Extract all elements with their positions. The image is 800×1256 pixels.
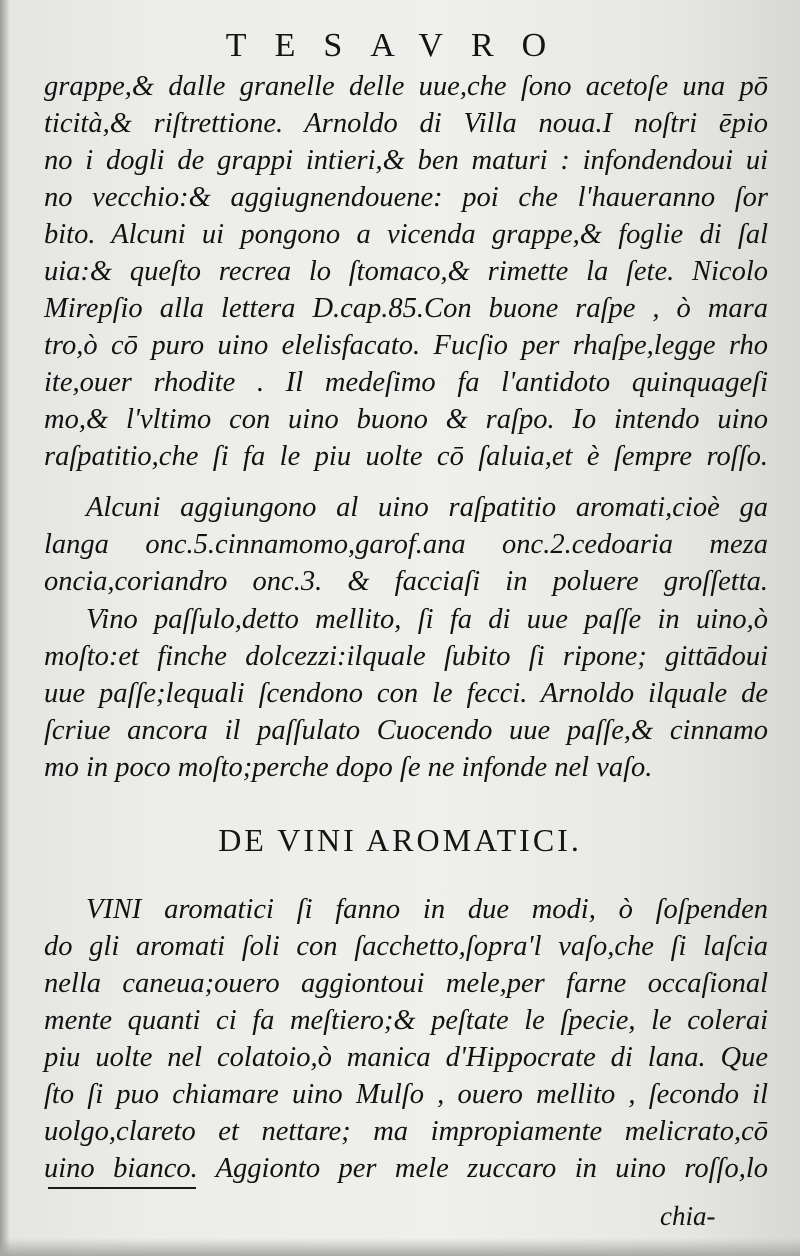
text-line: uue paſſe;lequali ſcendono con le fecci. Arnoldo ilquale de <box>44 678 768 709</box>
running-head: TESAVRO <box>225 27 575 64</box>
text-line: mo in poco moſto;perche dopo ſe ne infonde nel vaſo. <box>44 752 653 783</box>
text-line: VINI aromatici ſi fanno in due modi, ò ſoſpenden <box>86 894 768 925</box>
text-line: Mirepſio alla lettera D.cap.85.Con buone raſpe , ò mara <box>44 293 768 324</box>
text-line: nella caneua;ouero aggiontoui mele,per farne occaſional <box>44 968 768 999</box>
text-line: oncia,coriandro onc.3. & facciaſi in poluere groſſetta. <box>44 566 768 597</box>
paragraph-continuation <box>44 68 768 475</box>
text-line: piu uolte nel colatoio,ò manica d'Hippocrate di lana. Que <box>44 1042 768 1073</box>
text-line: moſto:et finche dolcezzi:ilquale ſubito ſi ripone; gittādoui <box>44 641 768 672</box>
text-line: no i dogli de grappi intieri,& ben maturi : infondendoui ui <box>44 145 768 176</box>
text-line: Alcuni aggiungono al uino raſpatitio aromati,cioè ga <box>86 492 768 523</box>
text-line: raſpatitio,che ſi fa le piu uolte cō ſaluia,et è ſempre roſſo. <box>44 441 768 472</box>
page-edge-shadow-bottom <box>0 1238 800 1256</box>
text-line: mente quanti ci fa meſtiero;& peſtate le ſpecie, le colerai <box>44 1005 768 1036</box>
text-line: ite,ouer rhodite . Il medeſimo fa l'antidoto quinquageſi <box>44 367 768 398</box>
section-heading: DE VINI AROMATICI. <box>218 822 582 858</box>
text-line: uino bianco. Aggionto per mele zuccaro in uino roſſo,lo <box>44 1153 768 1184</box>
text-line: ſcriue ancora il paſſulato Cuocendo uue paſſe,& cinnamo <box>44 715 768 746</box>
handwritten-underline <box>48 1187 196 1189</box>
page-edge-shadow-left <box>0 0 10 1256</box>
text-line: ſto ſi puo chiamare uino Mulſo , ouero mellito , ſecondo il <box>44 1079 768 1110</box>
text-line: Vino paſſulo,detto mellito, ſi fa di uue paſſe in uino,ò <box>86 604 768 635</box>
paragraph-vini-aromatici <box>44 891 768 1187</box>
text-line: bito. Alcuni ui pongono a vicenda grappe,& foglie di ſal <box>44 219 768 250</box>
text-line: no vecchio:& aggiugnendouene: poi che l'haueranno ſor <box>44 182 768 213</box>
text-line: mo,& l'vltimo con uino buono & raſpo. Io intendo uino <box>44 404 768 435</box>
paragraph-vino-passulo <box>44 601 768 786</box>
text-line: tro,ò cō puro uino elelisfacato. Fucſio per rhaſpe,legge rho <box>44 330 768 361</box>
text-line: langa onc.5.cinnamomo,garof.ana onc.2.cedoaria meza <box>44 529 768 560</box>
text-line: do gli aromati ſoli con ſacchetto,ſopra'l vaſo,che ſi laſcia <box>44 931 768 962</box>
text-line: grappe,& dalle granelle delle uue,che ſono acetoſe una pō <box>44 71 768 102</box>
text-line: ticità,& riſtrettione. Arnoldo di Villa noua.I noſtri ēpio <box>44 108 768 139</box>
text-line: uia:& queſto recrea lo ſtomaco,& rimette la ſete. Nicolo <box>44 256 768 287</box>
paragraph-aromati <box>44 489 768 600</box>
text-line: uolgo,clareto et nettare; ma impropiamente melicrato,cō <box>44 1116 768 1147</box>
catchword: chia- <box>660 1201 716 1231</box>
